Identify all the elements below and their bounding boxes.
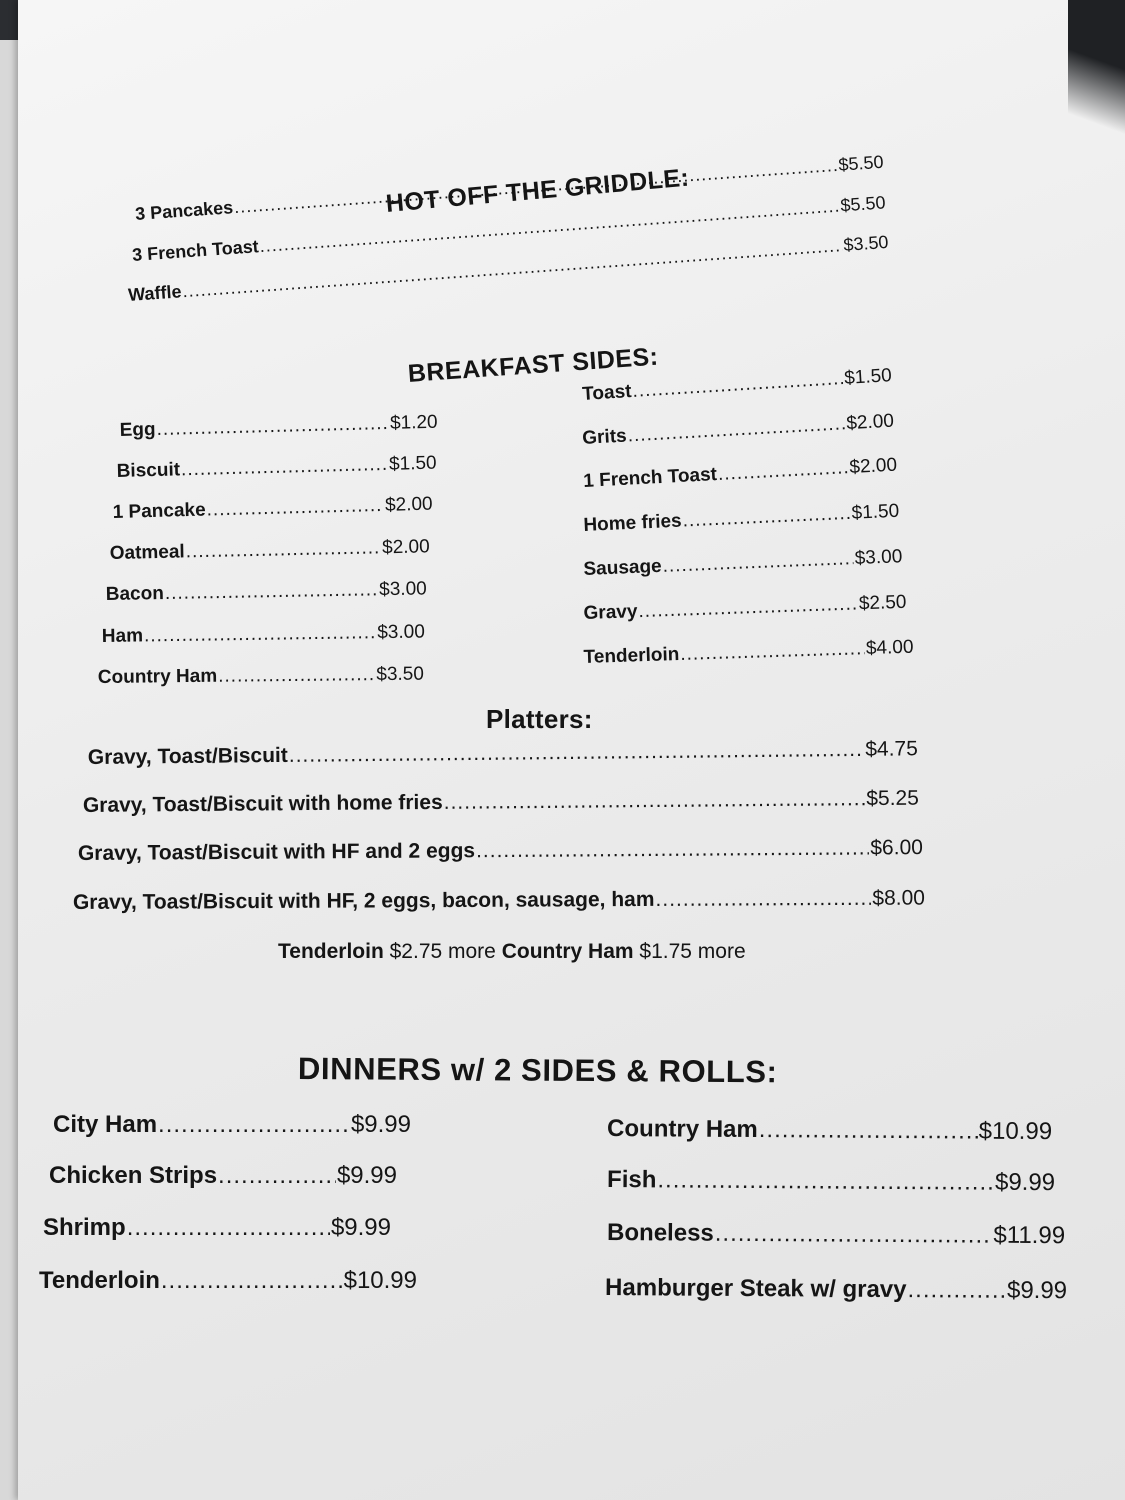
- item-price: $4.75: [865, 737, 918, 761]
- table-background-corner: [1068, 0, 1125, 160]
- item-price: $11.99: [993, 1221, 1066, 1250]
- dinner-item: [605, 1274, 1067, 1305]
- leader-dots: [682, 503, 851, 533]
- item-name: Sausage: [583, 555, 663, 581]
- item-name: Toast: [581, 381, 633, 406]
- item-name: Bacon: [105, 582, 165, 606]
- item-price: $5.50: [837, 151, 885, 175]
- item-name: Waffle: [127, 281, 183, 306]
- item-price: $9.99: [336, 1162, 397, 1189]
- item-name: Shrimp: [43, 1214, 126, 1241]
- item-price: $2.00: [384, 493, 433, 516]
- item-name: 1 French Toast: [582, 464, 718, 493]
- item-name: Egg: [119, 419, 156, 442]
- leader-dots: [156, 413, 389, 441]
- leader-dots: [655, 887, 871, 912]
- item-price: $4.00: [865, 636, 914, 660]
- dinner-item: [43, 1214, 391, 1242]
- leader-dots: [680, 638, 865, 666]
- item-name: Gravy: [583, 601, 638, 625]
- side-item: [583, 501, 900, 537]
- item-name: Chicken Strips: [49, 1162, 218, 1189]
- item-name: Fish: [607, 1166, 657, 1194]
- dinner-item: [607, 1219, 1065, 1250]
- dinner-item: [607, 1115, 1052, 1146]
- leader-dots: [186, 537, 382, 563]
- dinner-item: [49, 1162, 397, 1190]
- item-name: Home fries: [583, 510, 683, 537]
- menu-page: [18, 0, 1125, 1500]
- side-item: [119, 412, 437, 442]
- item-price: $10.99: [978, 1117, 1053, 1146]
- item-price: $1.20: [389, 411, 438, 434]
- item-price: $2.00: [381, 536, 430, 559]
- item-price: $8.00: [872, 886, 925, 910]
- item-price: $1.50: [843, 365, 893, 389]
- platters-heading: Platters:: [486, 704, 593, 734]
- item-name: Country Ham: [607, 1115, 758, 1144]
- leader-dots: [144, 622, 377, 647]
- leader-dots: [206, 495, 384, 522]
- item-name: Biscuit: [116, 459, 181, 483]
- side-item: [583, 592, 907, 625]
- side-item: [110, 536, 430, 565]
- leader-dots: [218, 664, 375, 688]
- item-price: $9.99: [994, 1168, 1056, 1197]
- leader-dots: [218, 1162, 336, 1190]
- dinner-item: [53, 1111, 411, 1139]
- dinner-item: [39, 1267, 417, 1295]
- item-price: $5.50: [839, 192, 887, 216]
- item-price: $9.99: [350, 1111, 411, 1138]
- side-item: [583, 546, 903, 581]
- side-item: [106, 578, 427, 606]
- item-name: Gravy, Toast/Biscuit with HF, 2 eggs, bacon, sausage, ham: [72, 887, 655, 914]
- note-item: Country Ham: [501, 940, 634, 963]
- item-price: $5.25: [866, 786, 919, 811]
- leader-dots: [715, 1220, 993, 1250]
- item-name: 3 Pancakes: [134, 197, 234, 225]
- item-price: $2.50: [858, 591, 907, 615]
- side-item: [98, 664, 424, 689]
- leader-dots: [161, 1267, 343, 1295]
- item-name: Grits: [581, 425, 628, 450]
- leader-dots: [717, 457, 849, 486]
- note-item: Tenderloin: [278, 940, 384, 963]
- platter-item: [88, 737, 918, 770]
- item-name: 3 French Toast: [131, 236, 260, 266]
- item-name: Hamburger Steak w/ gravy: [605, 1274, 907, 1304]
- leader-dots: [638, 593, 858, 623]
- platter-item: [83, 787, 919, 818]
- platter-item: [73, 887, 925, 915]
- side-item: [582, 411, 895, 450]
- platter-upgrade-note: [278, 940, 746, 964]
- side-item: [102, 621, 425, 648]
- note-extra: $1.75 more: [639, 940, 746, 963]
- item-name: 1 Pancake: [112, 499, 206, 524]
- item-price: $3.00: [854, 546, 903, 570]
- item-name: Oatmeal: [109, 541, 185, 565]
- platter-item: [78, 836, 923, 866]
- item-price: $1.50: [851, 500, 900, 524]
- item-name: Gravy, Toast/Biscuit: [87, 743, 288, 770]
- breakfast-sides-heading: BREAKFAST SIDES:: [406, 342, 660, 388]
- item-price: $9.99: [330, 1214, 391, 1241]
- side-item: [583, 455, 898, 493]
- item-name: City Ham: [53, 1111, 158, 1138]
- griddle-heading: HOT OFF THE GRIDDLE:: [384, 163, 691, 218]
- item-price: $6.00: [870, 836, 923, 860]
- leader-dots: [907, 1276, 1006, 1305]
- item-name: Tenderloin: [39, 1267, 160, 1294]
- dinner-item: [607, 1166, 1055, 1197]
- item-price: $3.00: [377, 621, 425, 644]
- item-name: Ham: [101, 625, 144, 648]
- item-price: $3.50: [376, 663, 424, 686]
- item-price: $1.50: [388, 452, 437, 475]
- leader-dots: [632, 368, 844, 403]
- item-price: $9.99: [1006, 1276, 1068, 1305]
- side-item: [583, 637, 914, 669]
- item-name: Tenderloin: [583, 644, 680, 669]
- leader-dots: [627, 413, 846, 447]
- item-price: $3.50: [842, 231, 890, 255]
- leader-dots: [158, 1111, 350, 1139]
- leader-dots: [662, 548, 854, 578]
- leader-dots: [289, 738, 865, 768]
- item-price: $10.99: [343, 1267, 417, 1294]
- side-item: [116, 453, 436, 483]
- dinners-heading: DINNERS w/ 2 SIDES & ROLLS:: [297, 1051, 778, 1090]
- item-name: Gravy, Toast/Biscuit with home fries: [82, 790, 443, 818]
- item-name: Gravy, Toast/Biscuit with HF and 2 eggs: [77, 839, 476, 865]
- item-price: $2.00: [848, 454, 898, 479]
- item-name: Country Ham: [97, 665, 218, 689]
- note-extra: $2.75 more: [389, 940, 496, 963]
- leader-dots: [444, 787, 866, 815]
- side-item: [112, 494, 432, 524]
- item-price: $3.00: [379, 578, 427, 601]
- leader-dots: [181, 454, 389, 481]
- item-name: Boneless: [607, 1219, 714, 1247]
- item-price: $2.00: [845, 410, 895, 435]
- leader-dots: [127, 1214, 330, 1242]
- leader-dots: [476, 836, 869, 863]
- leader-dots: [759, 1116, 978, 1146]
- leader-dots: [657, 1166, 994, 1196]
- leader-dots: [165, 579, 379, 605]
